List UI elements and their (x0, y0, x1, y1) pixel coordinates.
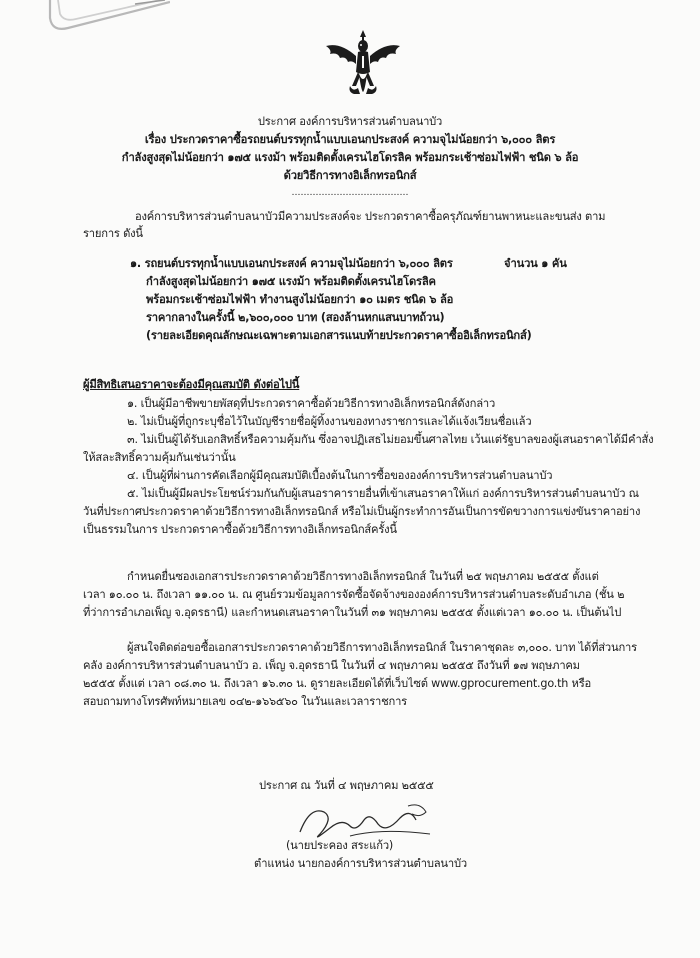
subject-line-3: ด้วยวิธีการทางอิเล็กทรอนิกส์ (283, 169, 417, 182)
header-separator: ………………………………… (291, 188, 409, 198)
qualification-4: ๔. เป็นผู้ที่ผ่านการคัดเลือกผู้มีคุณสมบัติเบื้องต้นในการซื้อขององค์การบริหารส่วนตำบลนาบัว (127, 469, 553, 482)
qualification-3b: ให้สละสิทธิ์ความคุ้มกันเช่นว่านั้น (83, 451, 236, 464)
item-quantity: จำนวน ๑ คัน (504, 257, 567, 270)
qualification-5b: วันที่ประกาศประกวดราคาด้วยวิธีการทางอิเล็กทรอนิกส์ หรือไม่เป็นผู้กระทำการอันเป็นการขัดขวางการแข่งขันราคาอย่าง (83, 505, 641, 518)
purchase-line-2: คลัง องค์การบริหารส่วนตำบลนาบัว อ. เพ็ญ จ.อุดรธานี ในวันที่ ๔ พฤษภาคม ๒๕๕๕ ถึงวันที่ ๑๗ พฤษภาคม (83, 659, 580, 672)
qualification-2: ๒. ไม่เป็นผู้ที่ถูกระบุชื่อไว้ในบัญชีรายชื่อผู้ทิ้งงานของทางราชการและได้แจ้งเวียนชื่อแล้ว (127, 415, 532, 428)
intro-line-2: รายการ ดังนี้ (83, 227, 143, 240)
schedule-line-3: ที่ว่าการอำเภอเพ็ญ จ.อุดรธานี) และกำหนดเสนอราคาในวันที่ ๓๑ พฤษภาคม ๒๕๕๕ ตั้งแต่เวลา ๑๐.๐๐ น. เป็นต้นไป (83, 606, 622, 619)
schedule-line-2: เวลา ๑๐.๐๐ น. ถึงเวลา ๑๑.๐๐ น. ณ ศูนย์รวมข้อมูลการจัดซื้อจัดจ้างขององค์การบริหารส่วนตำบลระดับอำเภอ (ชั้น ๒ (83, 588, 625, 601)
item-line-2: กำลังสูงสุดไม่น้อยกว่า ๑๗๕ แรงม้า พร้อมติดตั้งเครนไฮโดรลิค (146, 275, 436, 288)
item-line-1: ๑. รถยนต์บรรทุกน้ำแบบเอนกประสงค์ ความจุไม่น้อยกว่า ๖,๐๐๐ ลิตร (130, 257, 453, 270)
qualification-5c: เป็นธรรมในการ ประกวดราคาซื้อด้วยวิธีการทางอิเล็กทรอนิกส์ครั้งนี้ (83, 523, 397, 536)
purchase-line-4: สอบถามทางโทรศัพท์หมายเลข ๐๔๒-๑๖๖๕๖๐ ในวันและเวลาราชการ (83, 695, 407, 708)
announcement-date: ประกาศ ณ วันที่ ๔ พฤษภาคม ๒๕๕๕ (259, 779, 434, 792)
item-spec-note: (รายละเอียดคุณลักษณะเฉพาะตามเอกสารแนบท้ายประกวดราคาซื้ออิเล็กทรอนิกส์) (146, 329, 532, 342)
qualification-3a: ๓. ไม่เป็นผู้ได้รับเอกสิทธิ์หรือความคุ้มกัน ซึ่งอาจปฏิเสธไม่ยอมขึ้นศาลไทย เว้นแต่รัฐบาลของผู้เสนอราคาได้มีคำสั่ง (127, 433, 654, 446)
subject-line-1: เรื่อง ประกวดราคาซื้อรถยนต์บรรทุกน้ำแบบเอนกประสงค์ ความจุไม่น้อยกว่า ๖,๐๐๐ ลิตร (144, 133, 556, 146)
purchase-line-1: ผู้สนใจติดต่อขอซื้อเอกสารประกวดราคาด้วยวิธีการทางอิเล็กทรอนิกส์ ในราคาชุดละ ๓,๐๐๐. บาท ได้ที่ส่วนการ (127, 641, 637, 654)
signatory-position: ตำแหน่ง นายกองค์การบริหารส่วนตำบลนาบัว (254, 857, 467, 870)
qualification-1: ๑. เป็นผู้มีอาชีพขายพัสดุที่ประกวดราคาซื้อด้วยวิธีการทางอิเล็กทรอนิกส์ดังกล่าว (127, 397, 496, 410)
item-reference-price: ราคากลางในครั้งนี้ ๒,๖๐๐,๐๐๐ บาท (สองล้านหกแสนบาทถ้วน) (146, 311, 445, 324)
announcement-title: ประกาศ องค์การบริหารส่วนตำบลนาบัว (257, 115, 443, 128)
purchase-line-3: ๒๕๕๕ ตั้งแต่ เวลา ๐๘.๓๐ น. ถึงเวลา ๑๖.๓๐ น. ดูรายละเอียดได้ที่เว็บไซต์ www.gprocurement.go.th หรือ (83, 677, 592, 690)
subject-line-2: กำลังสูงสุดไม่น้อยกว่า ๑๗๕ แรงม้า พร้อมติดตั้งเครนไฮโดรลิค พร้อมกระเช้าซ่อมไฟฟ้า ชนิด ๖ ล้อ (121, 151, 579, 164)
paper-clip-icon (20, 0, 170, 70)
schedule-line-1: กำหนดยื่นซองเอกสารประกวดราคาด้วยวิธีการทางอิเล็กทรอนิกส์ ในวันที่ ๒๕ พฤษภาคม ๒๕๕๕ ตั้งแต่ (127, 570, 599, 583)
item-line-3: พร้อมกระเช้าซ่อมไฟฟ้า ทำงานสูงไม่น้อยกว่า ๑๐ เมตร ชนิด ๖ ล้อ (146, 293, 454, 306)
qualification-5a: ๕. ไม่เป็นผู้มีผลประโยชน์ร่วมกันกับผู้เสนอราคารายอื่นที่เข้าเสนอราคาให้แก่ องค์การบริหารส่วนตำบลนาบัว ณ (127, 487, 639, 500)
garuda-emblem-icon (318, 28, 408, 98)
intro-line-1: องค์การบริหารส่วนตำบลนาบัวมีความประสงค์จะ ประกวดราคาซื้อครุภัณฑ์ยานพาหนะและขนส่ง ตาม (135, 210, 606, 223)
signatory-name: (นายประคอง สระแก้ว) (286, 839, 394, 852)
qualifications-heading: ผู้มีสิทธิเสนอราคาจะต้องมีคุณสมบัติ ดังต่อไปนี้ (83, 378, 300, 391)
